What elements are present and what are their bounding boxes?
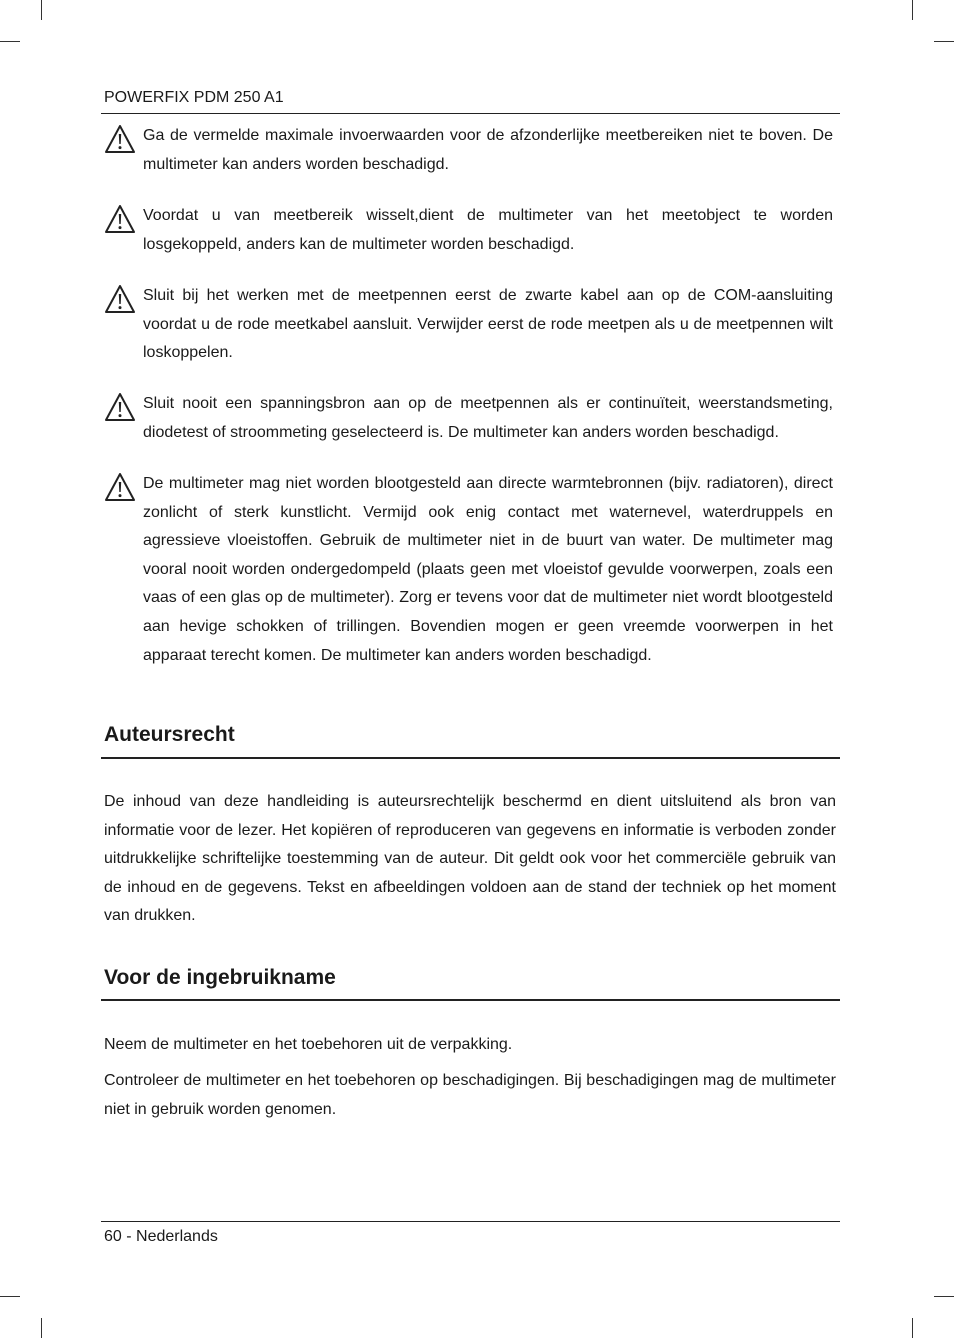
crop-mark bbox=[912, 0, 913, 20]
crop-mark bbox=[912, 1318, 913, 1338]
section-heading-auteursrecht: Auteursrecht bbox=[104, 723, 235, 746]
section-rule bbox=[101, 999, 840, 1001]
crop-mark bbox=[934, 41, 954, 42]
crop-mark bbox=[0, 41, 20, 42]
crop-mark bbox=[41, 0, 42, 20]
warning-item bbox=[104, 390, 833, 447]
section-rule bbox=[101, 757, 840, 759]
section-paragraph: Neem de multimeter en het toebehoren uit de verpakking. bbox=[104, 1036, 513, 1053]
warning-text: Voordat u van meetbereik wisselt,dient de multimeter van het meetobject te worden losgekoppeld, anders kan de multimeter worden beschadigd. bbox=[143, 207, 833, 253]
warning-item bbox=[104, 202, 833, 259]
warning-triangle-icon bbox=[104, 284, 136, 314]
crop-mark bbox=[934, 1296, 954, 1297]
warning-triangle-icon bbox=[104, 392, 136, 422]
warning-item bbox=[104, 282, 833, 368]
warning-text: Sluit bij het werken met de meetpennen eerst de zwarte kabel aan op de COM-aansluiting voordat u de rode meetkabel aansluit. Verwijder eerst de rode meetpen als u de meetpennen wilt loskoppelen. bbox=[143, 287, 833, 362]
warning-item bbox=[104, 122, 833, 179]
footer-rule bbox=[101, 1221, 840, 1222]
warning-triangle-icon bbox=[104, 472, 136, 502]
warning-item bbox=[104, 470, 833, 670]
running-header: POWERFIX PDM 250 A1 bbox=[104, 89, 284, 106]
section-heading-ingebruikname: Voor de ingebruikname bbox=[104, 966, 336, 989]
header-rule bbox=[101, 113, 840, 114]
warning-text: Sluit nooit een spanningsbron aan op de meetpennen als er continuïteit, weerstandsmeting, diodetest of stroommeting geselecteerd is. De multimeter kan anders worden beschadigd. bbox=[143, 395, 833, 441]
section-paragraph: De inhoud van deze handleiding is auteursrechtelijk beschermd en dient uitsluitend als bron van informatie voor de lezer. Het kopiëren of reproduceren van gegevens en informatie is verboden zonder uitdrukkelijke schriftelijke toestemming van de auteur. Dit geldt ook voor het commerciële gebruik van de inhoud en de gegevens. Tekst en afbeeldingen voldoen aan de stand der techniek op het moment van drukken. bbox=[104, 793, 836, 925]
crop-mark bbox=[41, 1318, 42, 1338]
section-paragraph: Controleer de multimeter en het toebehoren op beschadigingen. Bij beschadigingen mag de multimeter niet in gebruik worden genomen. bbox=[104, 1072, 836, 1118]
warning-triangle-icon bbox=[104, 124, 136, 154]
page-number: 60 - Nederlands bbox=[104, 1228, 218, 1245]
warning-text: De multimeter mag niet worden blootgesteld aan directe warmtebronnen (bijv. radiatoren), direct zonlicht of sterk kunstlicht. Vermijd ook enig contact met waternevel, waterdruppels en agressieve vloeistoffen. Gebruik de multimeter niet in de buurt van water. De multimeter mag vooral nooit worden ondergedompeld (plaats geen met vloeistof gevulde voorwerpen, zoals een vaas of een glas op de multimeter). Zorg er tevens voor dat de multimeter niet wordt blootgesteld aan hevige schokken of trillingen. Bovendien mogen er geen vreemde voorwerpen in het apparaat terecht komen. De multimeter kan anders worden beschadigd. bbox=[143, 475, 833, 664]
warning-text: Ga de vermelde maximale invoerwaarden voor de afzonderlijke meetbereiken niet te boven. De multimeter kan anders worden beschadigd. bbox=[143, 127, 833, 173]
warning-triangle-icon bbox=[104, 204, 136, 234]
crop-mark bbox=[0, 1296, 20, 1297]
